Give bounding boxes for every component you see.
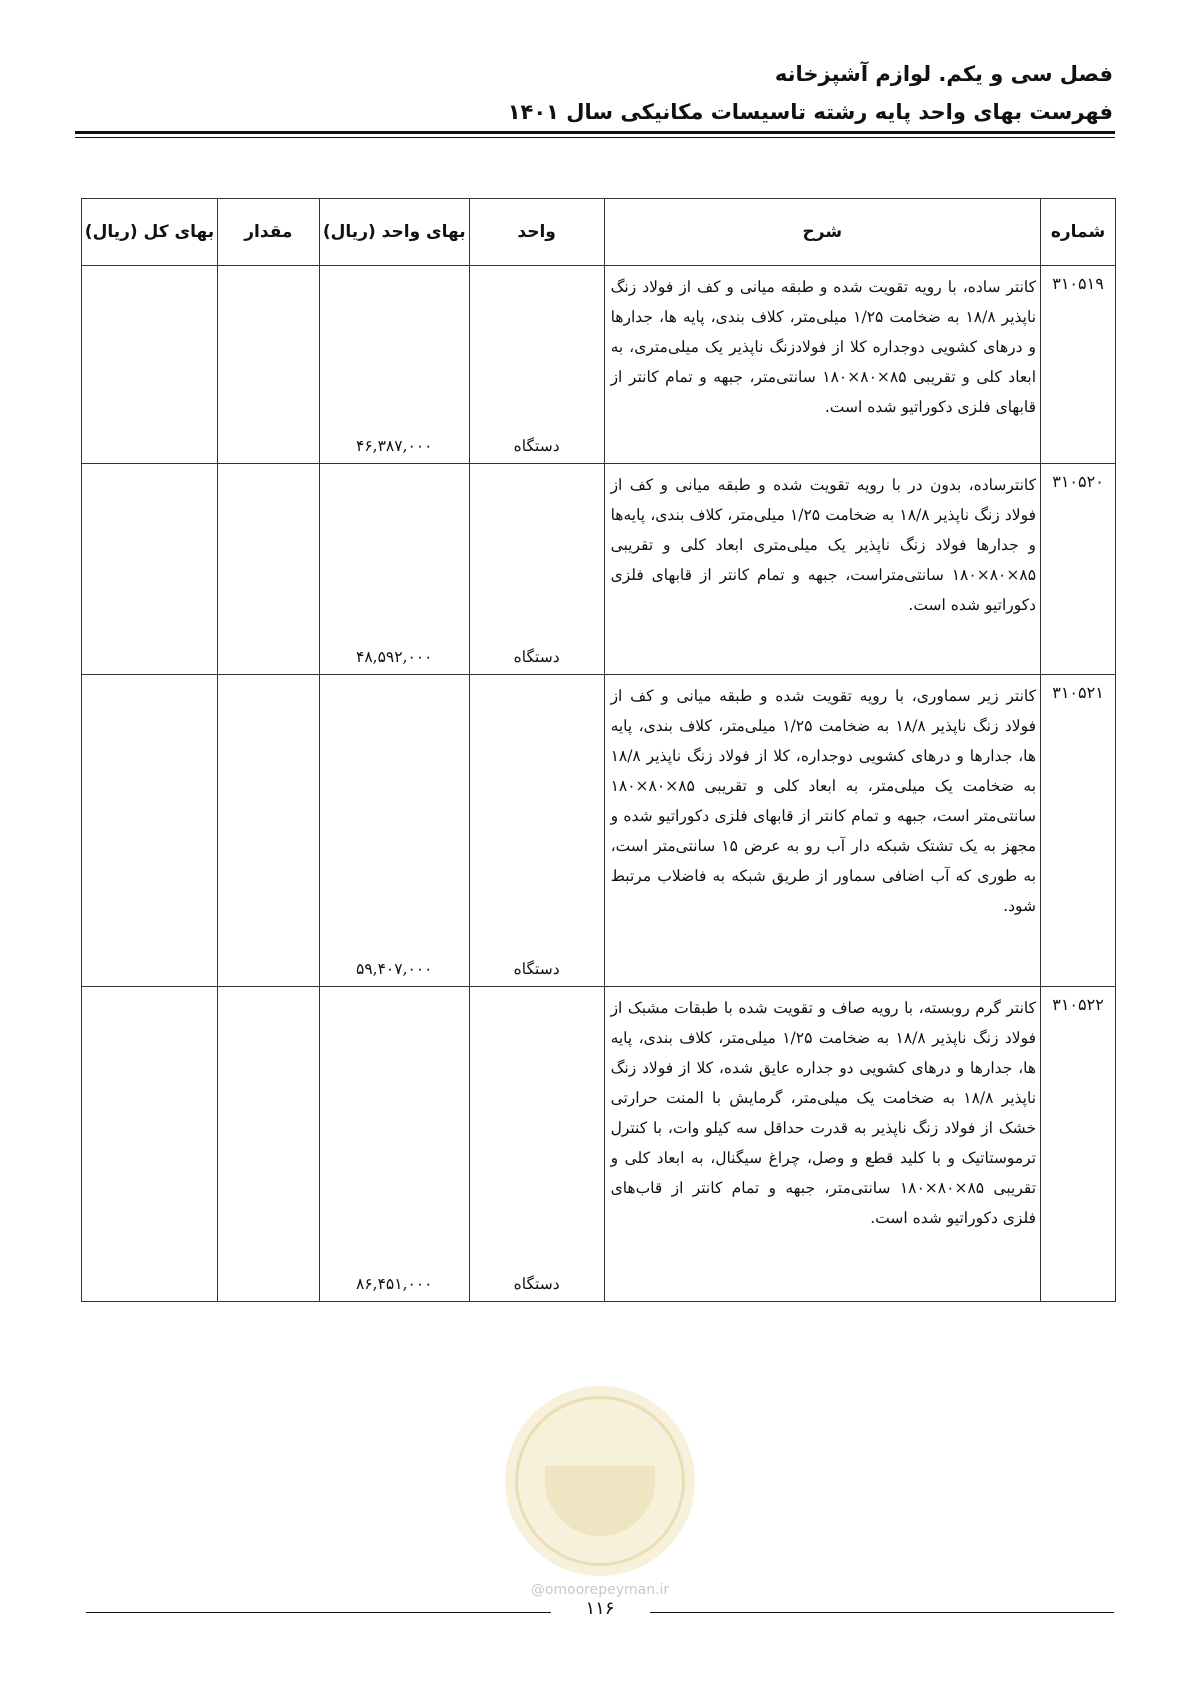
watermark-site: @omoorepeyman.ir bbox=[530, 1582, 670, 1598]
header-rule-thick bbox=[75, 131, 1115, 134]
header-rule-thin bbox=[75, 137, 1115, 138]
item-unit-price: ۴۸,۵۹۲,۰۰۰ bbox=[319, 464, 469, 675]
col-header-quantity: مقدار bbox=[217, 199, 319, 266]
item-total-price bbox=[82, 464, 218, 675]
item-number: ۳۱۰۵۲۲ bbox=[1041, 987, 1116, 1302]
item-quantity bbox=[217, 266, 319, 464]
col-header-total-price: بهای کل (ریال) bbox=[82, 199, 218, 266]
price-table bbox=[81, 198, 1116, 1302]
item-description: کانترساده، بدون در با رویه تقویت شده و طبقه میانی و کف از فولاد زنگ ناپذیر ۱۸/۸ به ضخامت ۱/۲۵ میلی‌متر، کلاف بندی، پایه‌ها و جدارها فولاد زنگ ناپذیر یک میلی‌متری ابعاد کلی و تقریبی ۸۵×۸۰×۱۸۰ سانتی‌متراست، جبهه و تمام کانتر از قابهای فلزی دکوراتیو شده است. bbox=[604, 464, 1040, 675]
item-total-price bbox=[82, 266, 218, 464]
table-row bbox=[82, 266, 1116, 464]
item-unit-price: ۴۶,۳۸۷,۰۰۰ bbox=[319, 266, 469, 464]
item-unit: دستگاه bbox=[469, 266, 604, 464]
chapter-title: فصل سی و یکم. لوازم آشپزخانه bbox=[774, 62, 1113, 86]
item-unit: دستگاه bbox=[469, 987, 604, 1302]
col-header-number: شماره bbox=[1041, 199, 1116, 266]
item-unit: دستگاه bbox=[469, 675, 604, 987]
item-description: کانتر ساده، با رویه تقویت شده و طبقه میانی و کف از فولاد زنگ ناپذیر ۱۸/۸ به ضخامت ۱/۲۵ میلی‌متر، کلاف بندی، پایه ها، جدارها و درهای کشویی دوجداره کلا از فولادزنگ ناپذیر یک میلی‌متری، به ابعاد کلی و تقریبی ۸۵×۸۰×۱۸۰ سانتی‌متر، جبهه و تمام کانتر از قابهای فلزی دکوراتیو شده است. bbox=[604, 266, 1040, 464]
item-unit: دستگاه bbox=[469, 464, 604, 675]
col-header-unit-price: بهای واحد (ریال) bbox=[319, 199, 469, 266]
item-unit-price: ۸۶,۴۵۱,۰۰۰ bbox=[319, 987, 469, 1302]
table-row bbox=[82, 464, 1116, 675]
footer-rule-left bbox=[86, 1612, 551, 1613]
item-number: ۳۱۰۵۲۰ bbox=[1041, 464, 1116, 675]
item-description: کانتر گرم روبسته، با رویه صاف و تقویت شده با طبقات مشبک از فولاد زنگ ناپذیر ۱۸/۸ به ضخامت ۱/۲۵ میلی‌متر، کلاف بندی، پایه ها، جدارها و درهای کشویی دو جداره عایق شده، کلا از فولاد زنگ ناپذیر ۱۸/۸ به ضخامت یک میلی‌متر، گرمایش با المنت حرارتی خشک از فولاد زنگ ناپذیر به قدرت حداقل سه کیلو وات، با کنترل ترموستاتیک و با کلید قطع و وصل، چراغ سیگنال، به ابعاد کلی و تقریبی ۸۵×۸۰×۱۸۰ سانتی‌متر، جبهه و تمام کانتر از قاب‌های فلزی دکوراتیو شده است. bbox=[604, 987, 1040, 1302]
item-total-price bbox=[82, 987, 218, 1302]
page-number: ۱۱۶ bbox=[585, 1598, 615, 1619]
page-header bbox=[79, 56, 1113, 124]
item-number: ۳۱۰۵۱۹ bbox=[1041, 266, 1116, 464]
item-description: کانتر زیر سماوری، با رویه تقویت شده و طبقه میانی و کف از فولاد زنگ ناپذیر ۱۸/۸ به ضخامت ۱/۲۵ میلی‌متر، کلاف بندی، پایه ها، جدارها و درهای کشویی دوجداره، کلا از فولاد زنگ ناپذیر ۱۸/۸ به ضخامت یک میلی‌متر، به ابعاد کلی و تقریبی ۸۵×۸۰×۱۸۰ سانتی‌متر است، جبهه و تمام کانتر از قابهای فلزی دکوراتیو شده و مجهز به یک تشتک شبکه دار آب رو به عرض ۱۵ سانتی‌متر است، به طوری که آب اضافی سماور از طریق شبکه به فاضلاب مرتبط شود. bbox=[604, 675, 1040, 987]
table-header-row bbox=[82, 199, 1116, 266]
footer-rule-right bbox=[650, 1612, 1114, 1613]
item-total-price bbox=[82, 675, 218, 987]
item-unit-price: ۵۹,۴۰۷,۰۰۰ bbox=[319, 675, 469, 987]
item-quantity bbox=[217, 675, 319, 987]
col-header-description: شرح bbox=[604, 199, 1040, 266]
watermark-logo bbox=[505, 1386, 695, 1576]
item-number: ۳۱۰۵۲۱ bbox=[1041, 675, 1116, 987]
col-header-unit: واحد bbox=[469, 199, 604, 266]
table-row bbox=[82, 675, 1116, 987]
item-quantity bbox=[217, 987, 319, 1302]
item-quantity bbox=[217, 464, 319, 675]
price-list-title: فهرست بهای واحد پایه رشته تاسیسات مکانیکی سال ۱۴۰۱ bbox=[507, 100, 1113, 124]
table-row bbox=[82, 987, 1116, 1302]
